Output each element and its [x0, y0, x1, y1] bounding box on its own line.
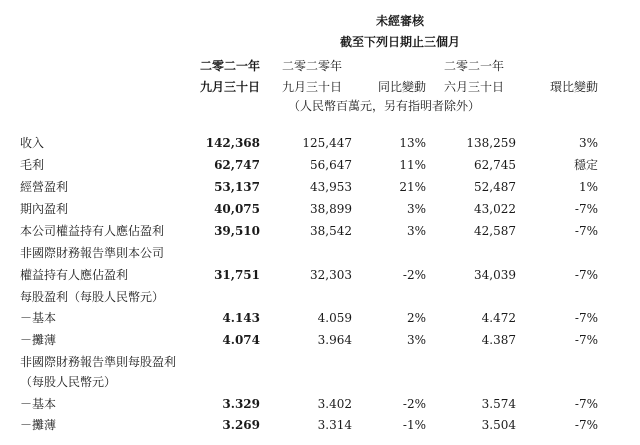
value-prior-quarter: 3.504 [481, 418, 516, 432]
value-current: 3.329 [222, 397, 260, 411]
value-prior-quarter: 34,039 [474, 268, 516, 282]
value-yoy-change: 21% [399, 180, 426, 194]
value-qoq-change: -7% [574, 311, 598, 325]
row-label: 非國際財務報告準則每股盈利 [20, 355, 177, 369]
value-prior-year: 38,542 [310, 224, 352, 238]
row-label: 收入 [20, 136, 45, 150]
value-qoq-change: -7% [574, 418, 598, 432]
col3-header: 同比變動 [377, 80, 426, 94]
value-yoy-change: 2% [406, 311, 426, 325]
col5-header: 環比變動 [549, 80, 598, 94]
value-qoq-change: -7% [574, 397, 598, 411]
col1-header-date: 九月三十日 [199, 80, 260, 94]
row-label: 毛利 [20, 158, 45, 172]
value-prior-year: 56,647 [310, 158, 352, 172]
value-current: 3.269 [222, 418, 260, 432]
value-prior-quarter: 138,259 [466, 136, 516, 150]
value-current: 31,751 [214, 268, 260, 282]
row-label: 本公司權益持有人應佔盈利 [20, 224, 165, 238]
value-qoq-change: -7% [574, 224, 598, 238]
value-yoy-change: 3% [406, 224, 426, 238]
value-prior-quarter: 3.574 [481, 397, 516, 411]
value-qoq-change: 穩定 [573, 158, 598, 172]
value-yoy-change: -2% [402, 268, 426, 282]
value-yoy-change: 3% [406, 202, 426, 216]
value-prior-year: 4.059 [317, 311, 352, 325]
value-prior-year: 32,303 [310, 268, 352, 282]
row-label: －基本 [20, 311, 57, 325]
value-current: 4.074 [222, 333, 260, 347]
unit-note: （人民幣百萬元，另有指明者除外） [288, 99, 481, 113]
period-heading: 截至下列日期止三個月 [339, 35, 460, 49]
col2-header-date: 九月三十日 [281, 80, 342, 94]
value-qoq-change: -7% [574, 268, 598, 282]
value-prior-year: 3.314 [317, 418, 352, 432]
value-prior-quarter: 4.387 [481, 333, 516, 347]
row-label: 經營盈利 [20, 180, 69, 194]
value-prior-year: 125,447 [302, 136, 352, 150]
value-prior-quarter: 43,022 [474, 202, 516, 216]
value-qoq-change: -7% [574, 202, 598, 216]
value-current: 53,137 [214, 180, 260, 194]
col4-header-year: 二零二一年 [443, 59, 504, 73]
col1-header-year: 二零二一年 [199, 59, 260, 73]
value-yoy-change: 11% [399, 158, 426, 172]
col4-header-date: 六月三十日 [443, 80, 504, 94]
unaudited-heading: 未經審核 [375, 14, 424, 28]
value-qoq-change: 1% [578, 180, 598, 194]
value-qoq-change: 3% [578, 136, 598, 150]
value-prior-quarter: 4.472 [481, 311, 516, 325]
value-current: 142,368 [205, 136, 260, 150]
row-label: －攤薄 [20, 333, 57, 347]
value-prior-quarter: 62,745 [474, 158, 516, 172]
row-label: 非國際財務報告準則本公司 [20, 246, 165, 260]
value-current: 40,075 [214, 202, 260, 216]
value-current: 62,747 [214, 158, 260, 172]
value-qoq-change: -7% [574, 333, 598, 347]
row-label: 每股盈利（每股人民幣元） [20, 290, 165, 304]
value-current: 39,510 [214, 224, 260, 238]
row-label: －基本 [20, 397, 57, 411]
row-label: 權益持有人應佔盈利 [20, 268, 129, 282]
value-yoy-change: -1% [402, 418, 426, 432]
value-prior-year: 3.964 [317, 333, 352, 347]
row-label: （每股人民幣元） [20, 375, 117, 389]
row-label: 期內盈利 [20, 202, 69, 216]
value-yoy-change: -2% [402, 397, 426, 411]
value-prior-year: 38,899 [310, 202, 352, 216]
row-label: －攤薄 [20, 418, 57, 432]
value-prior-quarter: 52,487 [474, 180, 516, 194]
value-prior-quarter: 42,587 [474, 224, 516, 238]
value-prior-year: 43,953 [310, 180, 352, 194]
col2-header-year: 二零二零年 [281, 59, 342, 73]
value-yoy-change: 13% [399, 136, 426, 150]
value-current: 4.143 [222, 311, 260, 325]
value-yoy-change: 3% [406, 333, 426, 347]
value-prior-year: 3.402 [317, 397, 352, 411]
